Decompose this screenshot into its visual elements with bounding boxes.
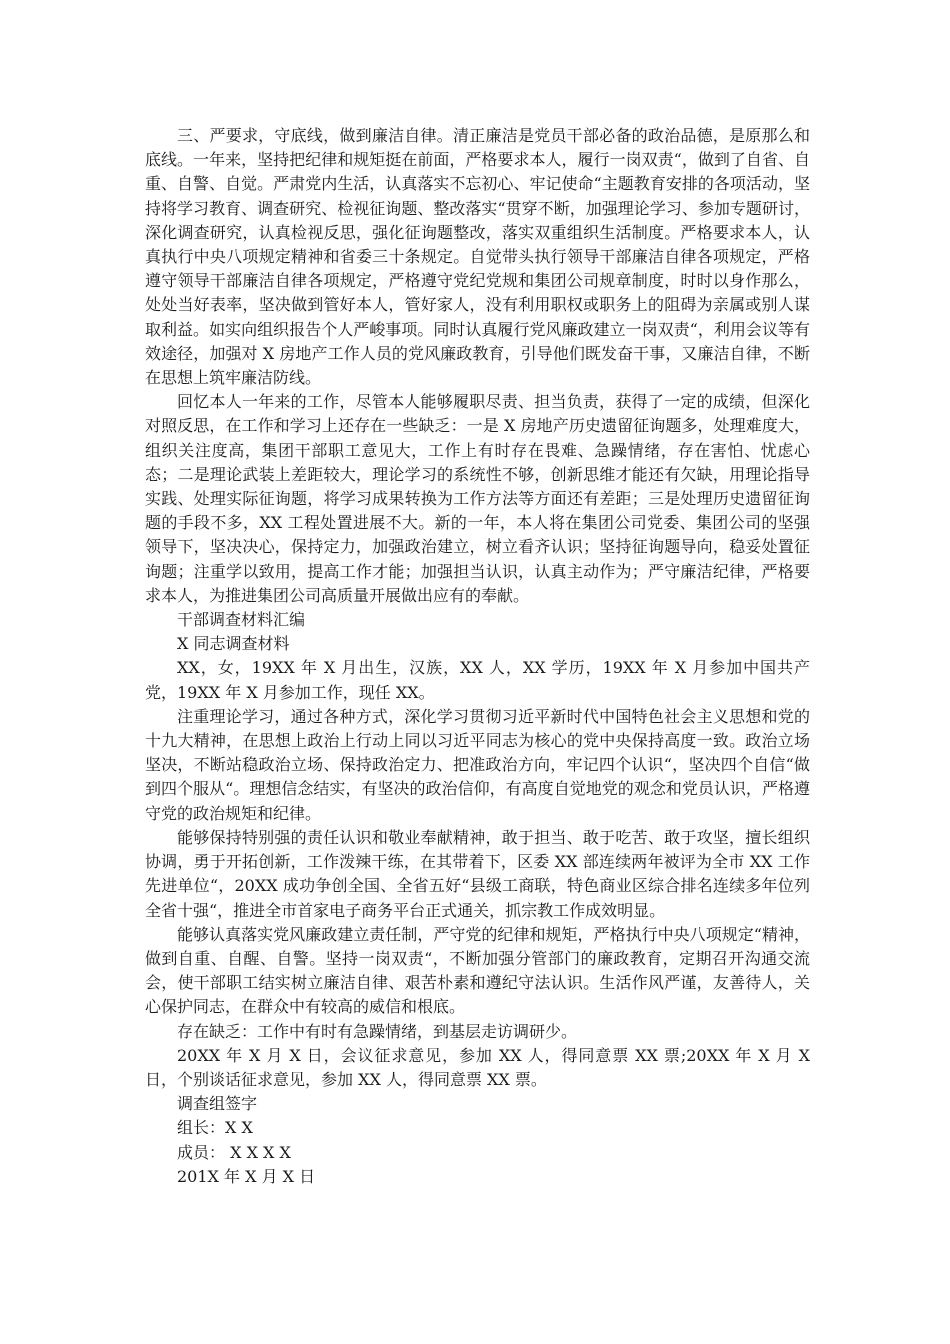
signature-heading: 调查组签字	[177, 1094, 258, 1114]
paragraph-integrity: 能够认真落实党风廉政建立责任制，严守党的纪律和规矩，严格执行中央八项规定“精神，做到自重、自醒、自警。坚持一岗双责“，不断加强分管部门的廉政教育，定期召开沟通交流会，使干部职工结实树立廉洁自律、艰苦朴素和遵纪守法认识。生活作风严谨，友善待人，关心保护同志，在群众中有较高的威信和根底。	[145, 924, 810, 1017]
paragraph-deficiency: 存在缺乏：工作中有时有急躁情绪，到基层走访调研少。	[177, 1021, 578, 1041]
paragraph-self-discipline: 三、严要求，守底线，做到廉洁自律。清正廉洁是党员干部必备的政治品德，是原那么和底线。一年来，坚持把纪律和规矩挺在前面，严格要求本人，履行一岗双责“，做到了自省、自重、自警、自觉。严肃党内生活，认真落实不忘初心、牢记使命“主题教育安排的各项活动，坚持将学习教育、调查研究、检视征询题、整改落实“贯穿不断，加强理论学习、参加专题研讨，深化调查研究，认真检视反思，强化征询题整改，落实双重组织生活制度。严格要求本人，认真执行中央八项规定精神和省委三十条规定。自觉带头执行领导干部廉洁自律各项规定，严格遵守领导干部廉洁自律各项规定，严格遵守党纪党规和集团公司规章制度，时时以身作那么，处处当好表率，坚决做到管好本人，管好家人，没有利用职权或职务上的阻碍为亲属或别人谋取利益。如实向组织报告个人严峻事项。同时认真履行党风廉政建立一岗双责“，利用会议等有效途径，加强对 X 房地产工作人员的党风廉政教育，引导他们既发奋干事，又廉洁自律，不断在思想上筑牢廉洁防线。	[145, 126, 810, 388]
document-body	[145, 124, 810, 1189]
section-heading-investigation: X 同志调查材料	[177, 634, 290, 654]
paragraph-theory-study: 注重理论学习，通过各种方式，深化学习贯彻习近平新时代中国特色社会主义思想和党的十九大精神，在思想上政治上行动上同以习近平同志为核心的党中央保持高度一致。政治立场坚决，不断站稳政治立场、保持政治定力、把准政治方向，牢记四个认识“，坚决四个自信“做到四个服从“。理想信念结实，有坚决的政治信仰，有高度自觉地党的观念和党员认识，严格遵守党的政治规矩和纪律。	[145, 706, 810, 823]
signature-leader: 组长：X X	[177, 1118, 253, 1138]
signature-date: 201X 年 X 月 X 日	[177, 1166, 316, 1186]
signature-members: 成员： X X X X	[177, 1142, 291, 1162]
section-heading-compilation: 干部调查材料汇编	[177, 610, 306, 630]
paragraph-voting: 20XX 年 X 月 X 日，会议征求意见，参加 XX 人，得同意票 XX 票;20XX 年 X 月 X 日，个别谈话征求意见，参加 XX 人，得同意票 XX 票。	[145, 1045, 810, 1089]
paragraph-responsibility: 能够保持特别强的责任认识和敬业奉献精神，敢于担当、敢于吃苦、敢于攻坚，擅长组织协调，勇于开拓创新，工作泼辣干练，在其带着下，区委 XX 部连续两年被评为全市 XX 工作先进单位“，20XX 成功争创全国、全省五好“县级工商联，特色商业区综合排名连续多年位列全省十强“，推进全市首家电子商务平台正式通关，抓宗教工作成效明显。	[145, 827, 810, 920]
paragraph-basic-info: XX，女，19XX 年 X 月出生，汉族，XX 人，XX 学历，19XX 年 X 月参加中国共产党，19XX 年 X 月参加工作，现任 XX。	[145, 658, 810, 702]
paragraph-shortcomings: 回忆本人一年来的工作，尽管本人能够履职尽责、担当负责，获得了一定的成绩，但深化对照反思，在工作和学习上还存在一些缺乏：一是 X 房地产历史遗留征询题多，处理难度大，组织关注度高，集团干部职工意见大，工作上有时存在畏难、急躁情绪，存在害怕、忧虑心态；二是理论武装上差距较大，理论学习的系统性不够，创新思维才能还有欠缺，用理论指导实践、处理实际征询题，将学习成果转换为工作方法等方面还有差距；三是处理历史遗留征询题的手段不多，XX 工程处置进展不大。新的一年，本人将在集团公司党委、集团公司的坚强领导下，坚决决心，保持定力，加强政治建立，树立看齐认识；坚持征询题导向，稳妥处置征询题；注重学以致用，提高工作才能；加强担当认识，认真主动作为；严守廉洁纪律，严格要求本人，为推进集团公司高质量开展做出应有的奉献。	[145, 392, 810, 605]
